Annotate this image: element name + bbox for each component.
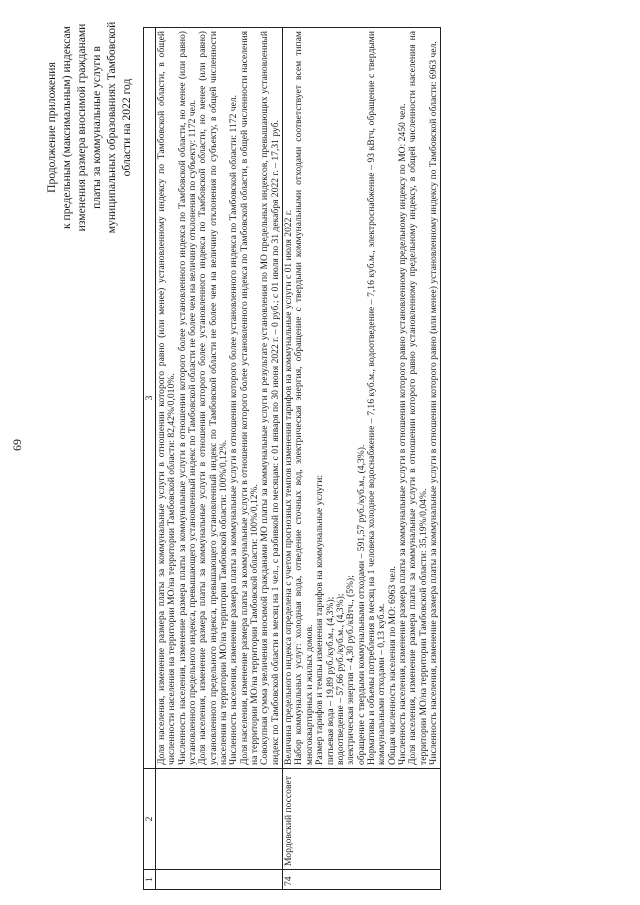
row-content-cell: [283, 28, 441, 769]
row-name-cell: Мордовский поссовет: [283, 769, 441, 870]
content-paragraph: питьевая вода – 19,89 руб./куб.м., (4,3%);: [324, 596, 336, 765]
content-paragraph: Набор коммунальных услуг: холодная вода, отведение сточных вод, электрическая энергия, обращение с твердыми коммунальными отходами соответствует всем типам многоквартирных и жилых домов.: [293, 31, 315, 765]
appendix-header: [44, 20, 134, 235]
content-paragraph: Общая численность населения по МО: 6963 чел.: [386, 566, 398, 765]
content-paragraph: обращение с твердыми коммунальными отходами – 591,57 руб./куб.м., (4,3%).: [355, 444, 367, 765]
header-line: платы за коммунальные услуги в: [90, 46, 103, 209]
content-paragraph: Доля населения, изменение размера платы за коммунальные услуги в отношении которого равно установленному предельному индексу, в общей численности населения на территории МО/на территории Тамбовской области: 35,19%/0,04%.: [407, 31, 429, 765]
header-line: области на 2022 год: [120, 78, 133, 177]
header-line: муниципальных образованиях Тамбовской: [105, 21, 118, 234]
table-header-row: [144, 28, 156, 890]
table-row-continuation: [156, 28, 283, 890]
column-header-content: 3: [144, 28, 156, 769]
row-number-cell: 74: [283, 870, 441, 890]
header-line: изменения размера вносимой гражданами: [75, 23, 88, 232]
column-header-name: 2: [144, 769, 156, 870]
content-paragraph: Доля населения, изменение размера платы за коммунальные услуги в отношении которого более установленного индекса по Тамбовской области, в общей численности населения на территории МО/на территории Тамбовской области: 100%/0,12%.: [238, 31, 261, 765]
indices-table: [143, 27, 441, 890]
content-paragraph: Доля населения, изменение размера платы за коммунальные услуги в отношении которого более установленного индекса по Тамбовской области, но менее (или равно) установленного предельного индекса, превышающего установленный индекс по Тамбовской области не более чем на величину отклонения по субъекту, в общей численности населения на территории МО/на территории Тамбовской области: 100%/0,12%.: [197, 31, 230, 765]
content-paragraph: электрическая энергия – 4,30 руб./кВтч., (5%);: [345, 575, 357, 765]
content-paragraph: Доля населения, изменение размера платы за коммунальные услуги в отношении которого равно (или менее) установленному индексу по Тамбовской области, в общей численности населения на территории МО/на территории Тамбовской области: 82,42%/0,010%.: [156, 31, 178, 765]
row-name-cell: [156, 769, 283, 870]
table-row: [283, 28, 441, 890]
content-paragraph: Численность населения, изменение размера платы за коммунальные услуги в отношении которого равно (или менее) установленному индексу по Тамбовской области: 6963 чел.: [427, 41, 439, 765]
row-number-cell: [156, 870, 283, 890]
content-paragraph: Численность населения, изменение размера платы за коммунальные услуги в отношении которого более установленного индекса по Тамбовской области: 1172 чел.: [228, 94, 240, 765]
row-content-cell: [156, 28, 283, 769]
content-paragraph: Величина предельного индекса определена с учетом прогнозных темпов изменения тарифов на коммунальные услуги с 01 июля 2022 г.: [283, 209, 295, 765]
header-line: к предельным (максимальным) индексам: [60, 25, 73, 230]
content-paragraph: Численность населения, изменение размера платы за коммунальные услуги в отношении которого более установленного индекса по Тамбовской области, но менее (или равно) установленного предельного индекса, превышающего установленный индекс по Тамбовской области не более чем на величину отклонения по субъекту: 1172 чел.: [176, 31, 199, 765]
content-paragraph: Совокупная сумма увеличения вносимой гражданами МО платы за коммунальные услуги в результате установления по МО предельных индексов, превышающих установленный индекс по Тамбовской области в месяц на 1 чел., с разбивкой по месяцам: с 01 января по 30 июня 2022 г. – 0 руб.; с 01 июля по 31 декабря 2022 г. – 17,31 руб.: [259, 31, 281, 765]
content-paragraph: водоотведение – 57,66 руб./куб.м., (4,3%);: [334, 593, 346, 765]
content-paragraph: Размер тарифов и темпы изменения тарифов на коммунальные услуги:: [314, 474, 326, 765]
column-header-number: 1: [144, 870, 156, 890]
content-paragraph: Численность населения, изменение размера платы за коммунальные услуги в отношении которого равно установленному предельному индексу по МО: 2450 чел.: [396, 103, 408, 765]
page-number: 69: [10, 439, 24, 451]
header-line: Продолжение приложения: [45, 62, 58, 193]
content-paragraph: Нормативы и объемы потребления в месяц на 1 человека холодное водоснабжение – 7,16 куб.м., водоотведение – 7,16 куб.м., электроснабжение – 93 кВтч, обращение с твердыми коммунальными отходами – 0,13 куб.м.: [365, 31, 388, 765]
